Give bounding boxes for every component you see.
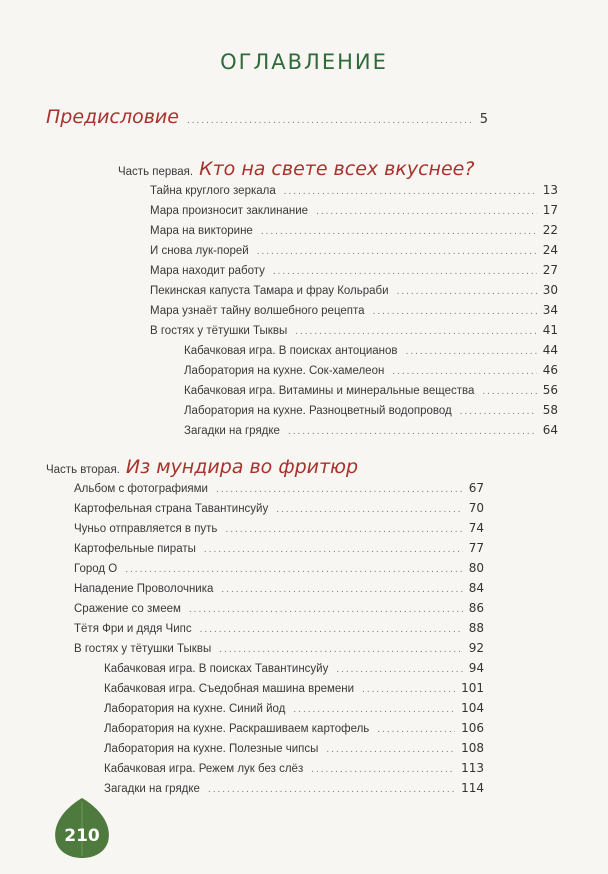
entry-label: В гостях у тётушки Тыквы — [74, 643, 212, 655]
toc-entry — [74, 621, 484, 635]
toc-subentry — [104, 761, 484, 775]
dot-leader — [225, 524, 462, 535]
entry-page: 74 — [468, 521, 484, 535]
entry-label: Тайна круглого зеркала — [150, 185, 276, 197]
entry-label: Мара произносит заклинание — [150, 205, 309, 217]
toc-entry — [150, 183, 558, 197]
part-one-heading — [118, 158, 474, 180]
toc-subentry — [104, 661, 484, 675]
entry-page: 113 — [461, 761, 484, 775]
toc-entry — [150, 203, 558, 217]
dot-leader — [204, 544, 463, 555]
part-two-title: Из мундира во фритюр — [125, 456, 359, 478]
dot-leader — [406, 346, 537, 357]
dot-leader — [219, 644, 463, 655]
entry-label: Мара находит работу — [150, 265, 265, 277]
toc-entry — [74, 601, 484, 615]
toc-subentry — [184, 423, 558, 437]
entry-page: 24 — [542, 243, 558, 257]
toc-subentry — [104, 721, 484, 735]
entry-page: 44 — [542, 343, 558, 357]
entry-page: 94 — [468, 661, 484, 675]
toc-subentry — [184, 383, 558, 397]
toc-entry — [74, 561, 484, 575]
toc-entry — [150, 283, 558, 297]
dot-leader — [373, 306, 537, 317]
dot-leader — [221, 584, 462, 595]
dot-leader — [326, 744, 455, 755]
entry-page: 84 — [468, 581, 484, 595]
entry-page: 64 — [542, 423, 558, 437]
entry-label: Кабачковая игра. В поисках Тавантинсуйу — [104, 663, 329, 675]
entry-label: Лаборатория на кухне. Полезные чипсы — [104, 743, 319, 755]
entry-label: В гостях у тётушки Тыквы — [150, 325, 288, 337]
dot-leader — [362, 684, 455, 695]
entry-page: 104 — [461, 701, 484, 715]
dot-leader — [377, 724, 455, 735]
entry-page: 46 — [542, 363, 558, 377]
dot-leader — [273, 266, 537, 277]
entry-label: Кабачковая игра. Витамины и минеральные вещества — [184, 385, 475, 397]
part-two-heading — [46, 456, 358, 478]
entry-page: 86 — [468, 601, 484, 615]
toc-entry — [74, 641, 484, 655]
entry-label: Картофельная страна Тавантинсуйу — [74, 503, 269, 515]
toc-entry — [74, 521, 484, 535]
dot-leader — [257, 246, 537, 257]
entry-label: Сражение со змеем — [74, 603, 181, 615]
entry-page: 77 — [468, 541, 484, 555]
entry-page: 56 — [542, 383, 558, 397]
entry-label: Город О — [74, 563, 118, 575]
dot-leader — [460, 406, 537, 417]
entry-label: Лаборатория на кухне. Разноцветный водопровод — [184, 405, 452, 417]
dot-leader — [316, 206, 537, 217]
dot-leader — [276, 504, 463, 515]
dot-leader — [311, 764, 455, 775]
dot-leader — [295, 326, 537, 337]
entry-page: 92 — [468, 641, 484, 655]
entry-label: Тётя Фри и дядя Чипс — [74, 623, 192, 635]
preface-page: 5 — [479, 112, 488, 127]
entry-label: Загадки на грядке — [184, 425, 280, 437]
entry-page: 108 — [461, 741, 484, 755]
toc-subentry — [184, 343, 558, 357]
part-one-title: Кто на свете всех вкуснее? — [199, 158, 475, 180]
dot-leader — [189, 604, 463, 615]
entry-page: 58 — [542, 403, 558, 417]
toc-entry — [74, 581, 484, 595]
dot-leader — [208, 784, 455, 795]
dot-leader — [261, 226, 537, 237]
entry-label: Пекинская капуста Тамара и фрау Кольраби — [150, 285, 389, 297]
entry-label: Кабачковая игра. Съедобная машина времени — [104, 683, 355, 695]
entry-page: 88 — [468, 621, 484, 635]
entry-page: 80 — [468, 561, 484, 575]
entry-page: 41 — [542, 323, 558, 337]
dot-leader — [482, 386, 536, 397]
entry-label: И снова лук-порей — [150, 245, 249, 257]
dot-leader — [336, 664, 462, 675]
dot-leader — [284, 186, 537, 197]
toc-subentry — [184, 363, 558, 377]
toc-subentry — [104, 701, 484, 715]
entry-label: Мара на викторине — [150, 225, 253, 237]
entry-label: Чуньо отправляется в путь — [74, 523, 218, 535]
entry-page: 30 — [542, 283, 558, 297]
toc-subentry — [104, 681, 484, 695]
entry-page: 106 — [461, 721, 484, 735]
entry-page: 67 — [468, 481, 484, 495]
entry-page: 70 — [468, 501, 484, 515]
entry-label: Загадки на грядке — [104, 783, 200, 795]
part-one-prefix: Часть первая. — [118, 166, 194, 178]
dot-leader — [397, 286, 537, 297]
entry-page: 114 — [461, 781, 484, 795]
entry-page: 17 — [542, 203, 558, 217]
dot-leader — [200, 624, 463, 635]
entry-page: 34 — [542, 303, 558, 317]
toc-entry — [150, 323, 558, 337]
entry-label: Альбом с фотографиями — [74, 483, 208, 495]
entry-label: Мара узнаёт тайну волшебного рецепта — [150, 305, 365, 317]
part-two-prefix: Часть вторая. — [46, 464, 120, 476]
toc-entry — [150, 303, 558, 317]
dot-leader — [288, 426, 537, 437]
preface-label: Предисловие — [46, 106, 179, 128]
entry-page: 22 — [542, 223, 558, 237]
dot-leader — [187, 115, 474, 126]
toc-entry — [150, 263, 558, 277]
toc-entry — [150, 243, 558, 257]
entry-label: Лаборатория на кухне. Раскрашиваем картофель — [104, 723, 370, 735]
dot-leader — [216, 484, 463, 495]
entry-label: Нападение Проволочника — [74, 583, 214, 595]
entry-label: Лаборатория на кухне. Сок-хамелеон — [184, 365, 385, 377]
preface-entry — [46, 106, 488, 128]
dot-leader — [293, 704, 455, 715]
toc-entry — [74, 541, 484, 555]
toc-subentry — [104, 781, 484, 795]
page-number: 210 — [64, 826, 100, 846]
toc-title: ОГЛАВЛЕНИЕ — [220, 50, 388, 74]
entry-page: 101 — [461, 681, 484, 695]
entry-label: Лаборатория на кухне. Синий йод — [104, 703, 286, 715]
entry-page: 27 — [542, 263, 558, 277]
entry-label: Кабачковая игра. Режем лук без слёз — [104, 763, 304, 775]
entry-label: Кабачковая игра. В поисках антоцианов — [184, 345, 398, 357]
dot-leader — [125, 564, 462, 575]
entry-page: 13 — [542, 183, 558, 197]
toc-entry — [150, 223, 558, 237]
toc-entry — [74, 481, 484, 495]
toc-subentry — [104, 741, 484, 755]
entry-label: Картофельные пираты — [74, 543, 196, 555]
toc-entry — [74, 501, 484, 515]
toc-subentry — [184, 403, 558, 417]
dot-leader — [392, 366, 536, 377]
